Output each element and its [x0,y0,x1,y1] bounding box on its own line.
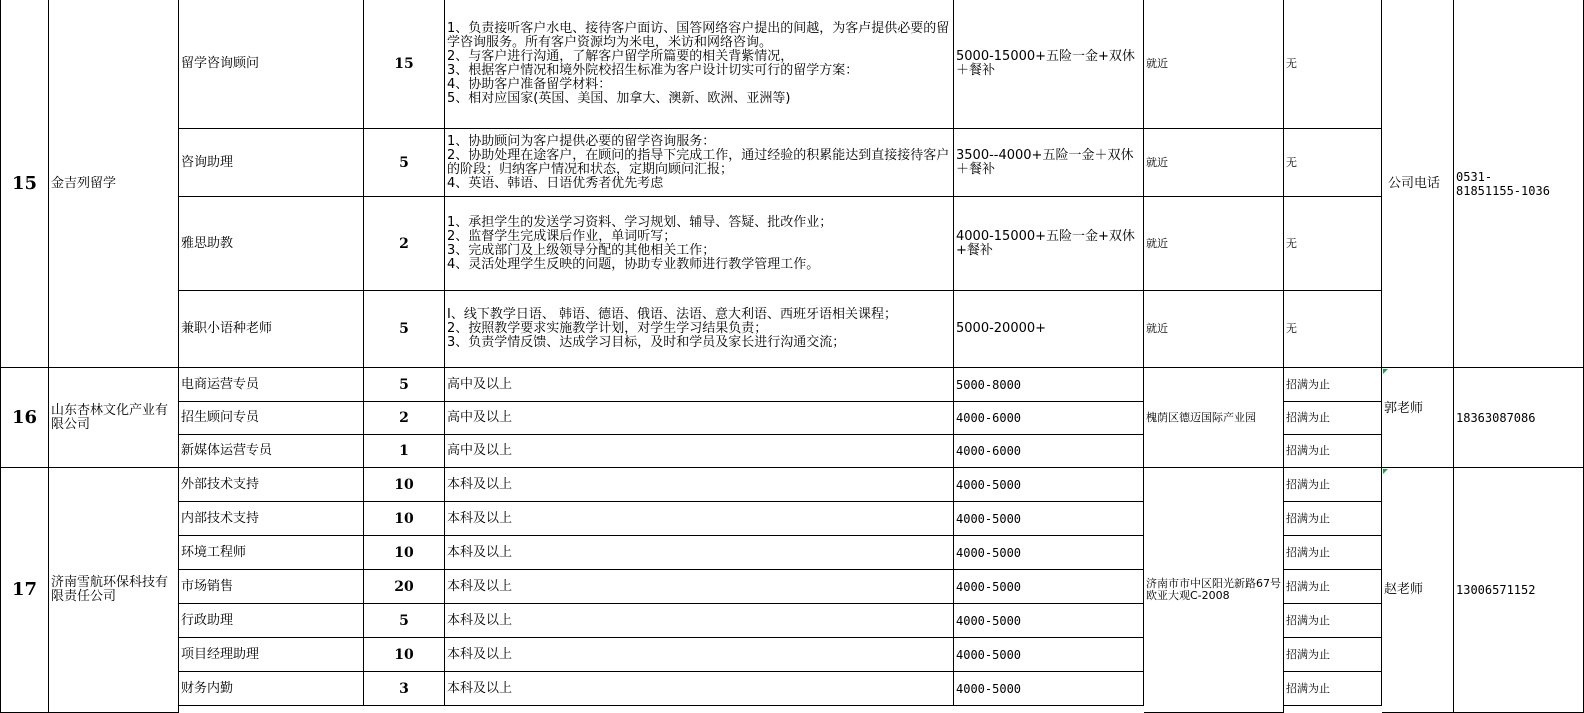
job-count: 5 [364,368,445,402]
job-salary: 4000-5000 [954,536,1144,570]
job-title: 行政助理 [179,604,364,638]
job-count: 10 [364,638,445,672]
job-requirement: 本科及以上 [445,536,954,570]
comment-marker-icon [1383,369,1388,374]
company-number: 17 [0,468,49,713]
job-salary: 4000-5000 [954,468,1144,502]
job-count: 5 [364,129,445,197]
job-requirement: 本科及以上 [445,570,954,604]
job-salary: 4000-15000+五险一金+双休+餐补 [954,197,1144,291]
company-number: 15 [0,0,49,368]
job-requirement: 高中及以上 [445,368,954,402]
contact-phone: 18363087086 [1454,368,1584,468]
comment-marker-icon [1383,469,1388,474]
job-other: 无 [1284,129,1382,197]
job-other: 招满为止 [1284,570,1382,604]
job-salary: 4000-5000 [954,672,1144,706]
job-salary: 4000-5000 [954,570,1144,604]
job-salary: 5000-8000 [954,368,1144,402]
job-location: 就近 [1144,291,1284,368]
job-other: 招满为止 [1284,638,1382,672]
job-salary: 4000-5000 [954,604,1144,638]
job-requirement: 1、承担学生的发送学习资料、学习规划、辅导、答疑、批改作业； 2、监督学生完成课后作业，单词听写； 3、完成部门及上级领导分配的其他相关工作； 4、灵活处理学生反映的问题，协助专业教师进行教学管理工作。 [445,197,954,291]
contact-phone: 13006571152 [1454,468,1584,713]
job-count: 3 [364,672,445,706]
job-requirement: 高中及以上 [445,402,954,435]
job-salary: 4000-5000 [954,638,1144,672]
job-other: 招满为止 [1284,502,1382,536]
job-other: 招满为止 [1284,368,1382,402]
contact-name: 公司电话 [1382,0,1454,368]
job-other: 招满为止 [1284,468,1382,502]
job-title: 项目经理助理 [179,638,364,672]
job-title: 市场销售 [179,570,364,604]
job-title: 财务内勤 [179,672,364,706]
job-requirement: 本科及以上 [445,468,954,502]
job-other: 招满为止 [1284,672,1382,706]
company-location: 槐荫区德迈国际产业园 [1144,368,1284,468]
contact-phone: 0531- 81851155-1036 [1454,0,1584,368]
company-name: 济南雪航环保科技有限责任公司 [49,468,179,713]
job-salary: 4000-6000 [954,402,1144,435]
job-count: 10 [364,536,445,570]
job-count: 2 [364,402,445,435]
job-title: 兼职小语种老师 [179,291,364,368]
job-count: 10 [364,502,445,536]
job-other: 招满为止 [1284,402,1382,435]
job-requirement: 本科及以上 [445,604,954,638]
job-title: 环境工程师 [179,536,364,570]
job-title: 电商运营专员 [179,368,364,402]
job-requirement: 本科及以上 [445,502,954,536]
job-requirement: 本科及以上 [445,638,954,672]
job-other: 无 [1284,197,1382,291]
job-location: 就近 [1144,0,1284,129]
job-salary: 3500--4000+五险一金＋双休＋餐补 [954,129,1144,197]
contact-name: 郭老师 [1382,368,1454,468]
job-requirement: 1、负责接听客户水电、接待客户面访、国答网络容户提出的间越，为客卢提供必要的留学咨询服务。所有客户资源均为米电，米访和网络咨询。 2、与客户进行沟通，了解客户留学所篇要的相关背紫情况， 3、根据客户情况和境外院校招生标准为客户设计切实可行的留学方案： 4、协助客户准备留学材料： 5、相对应国家(英国、美国、加拿大、澳新、欧洲、亚洲等) [445,0,954,129]
job-requirement: I、线下教学日语、 韩语、德语、俄语、法语、意大利语、西班牙语相关课程； 2、按照教学要求实施教学计划，对学生学习结果负责； 3、负责学情反馈、达成学习目标，及时和学员及家长进行沟通交流； [445,291,954,368]
job-requirement: 高中及以上 [445,435,954,468]
job-requirement: 本科及以上 [445,672,954,706]
job-salary: 4000-5000 [954,502,1144,536]
job-count: 5 [364,604,445,638]
job-salary: 4000-6000 [954,435,1144,468]
job-other: 无 [1284,0,1382,129]
company-name: 山东杏林文化产业有限公司 [49,368,179,468]
job-requirement: 1、协助顾问为客户提供必要的留学咨询服务： 2、协助处理在途客户，在顾问的指导下完成工作，通过经验的积累能达到直接接待客户的阶段；归纳客户情况和状态，定期向顾问汇报； 4、英语、韩语、日语优秀者优先考虑 [445,129,954,197]
job-title: 咨询助理 [179,129,364,197]
job-other: 招满为止 [1284,435,1382,468]
job-location: 就近 [1144,129,1284,197]
job-count: 20 [364,570,445,604]
job-salary: 5000-15000+五险一金+双休＋餐补 [954,0,1144,129]
job-other: 招满为止 [1284,536,1382,570]
job-count: 10 [364,468,445,502]
job-count: 2 [364,197,445,291]
job-title: 招生顾问专员 [179,402,364,435]
job-title: 新媒体运营专员 [179,435,364,468]
company-name: 金吉列留学 [49,0,179,368]
job-other: 招满为止 [1284,604,1382,638]
job-salary: 5000-20000+ [954,291,1144,368]
job-title: 留学咨询顾问 [179,0,364,129]
job-location: 就近 [1144,197,1284,291]
job-count: 5 [364,291,445,368]
job-title: 外部技术支持 [179,468,364,502]
job-title: 内部技术支持 [179,502,364,536]
job-title: 雅思助教 [179,197,364,291]
contact-name: 赵老师 [1382,468,1454,713]
company-location: 济南市市中区阳光新路67号 欧亚大观C-2008 [1144,468,1284,713]
company-number: 16 [0,368,49,468]
job-other: 无 [1284,291,1382,368]
job-count: 15 [364,0,445,129]
job-count: 1 [364,435,445,468]
